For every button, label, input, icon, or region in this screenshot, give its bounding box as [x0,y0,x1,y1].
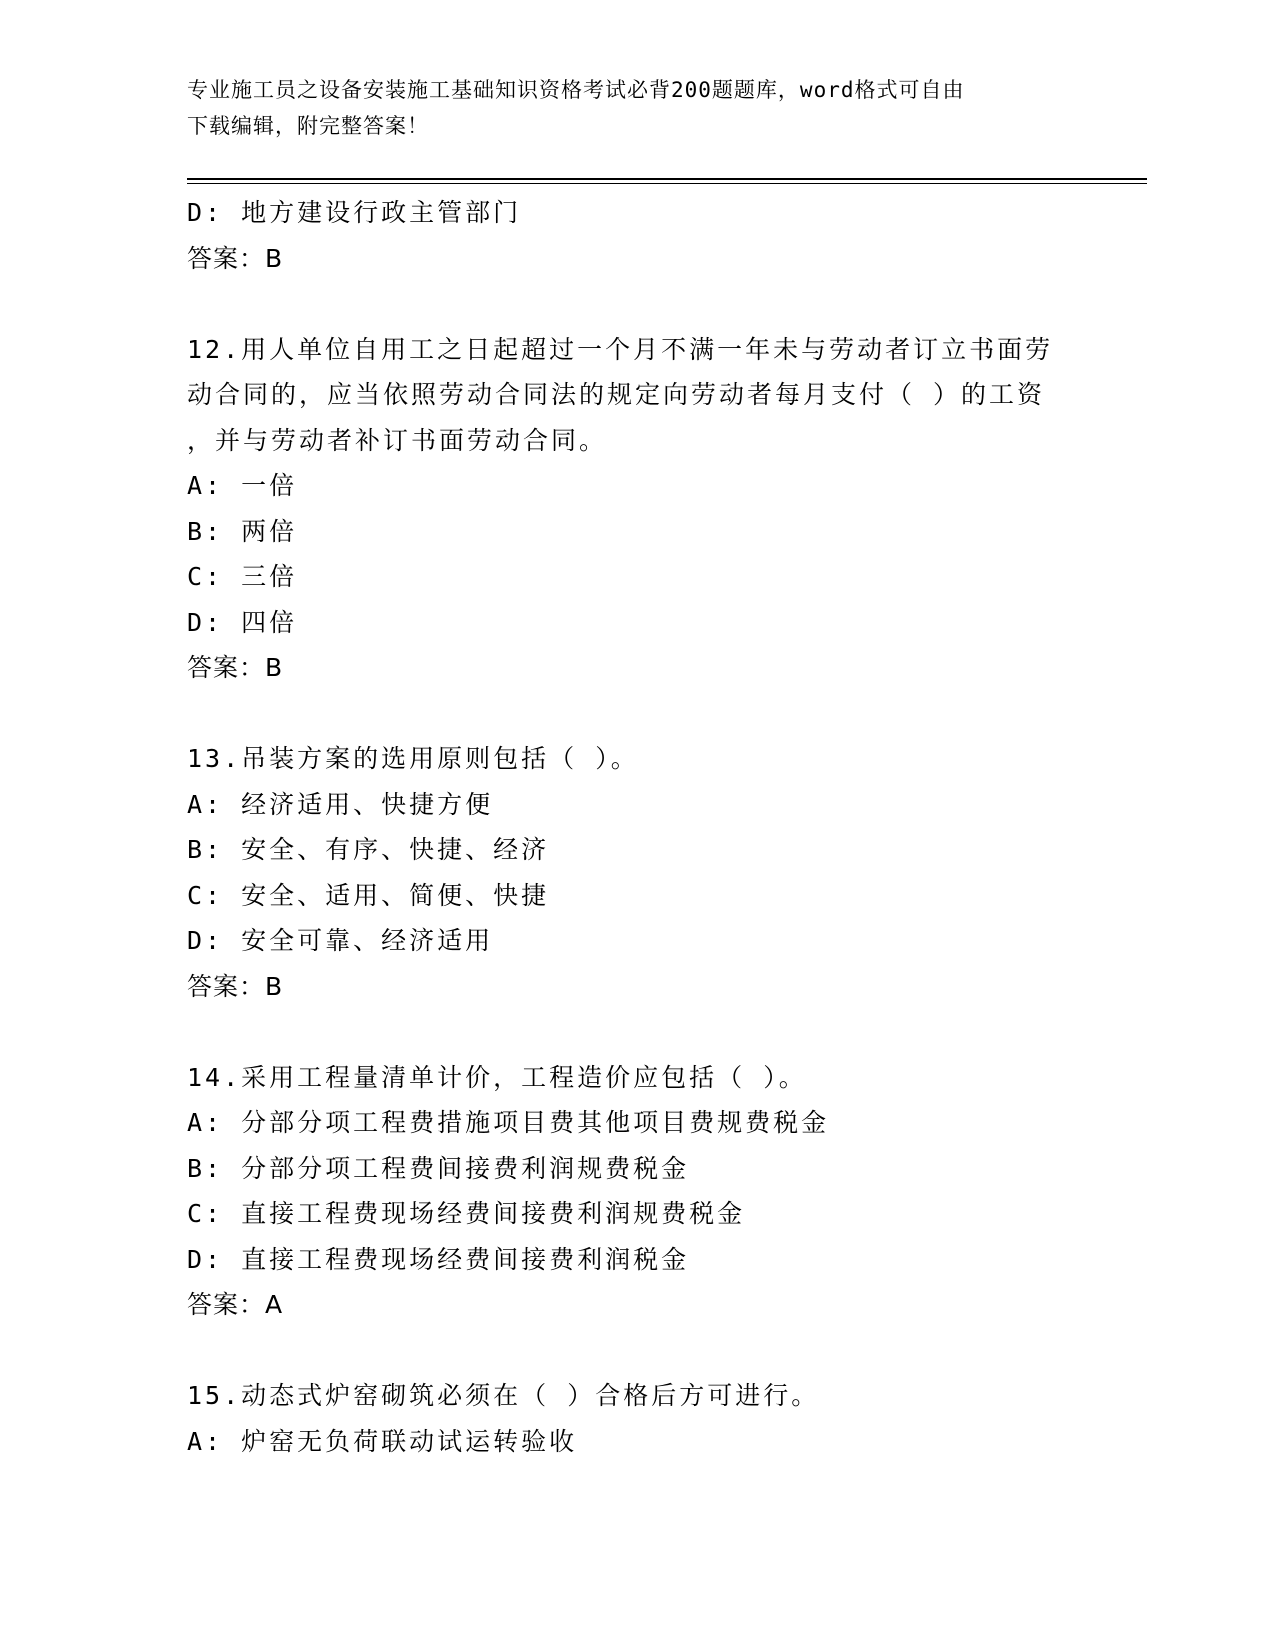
answer-line: 答案：B [187,971,284,1001]
option-a: A: 一倍 [187,471,298,500]
question-stem-line-1: 14.采用工程量清单计价，工程造价应包括（ ）。 [187,1062,807,1092]
option-b: B: 分部分项工程费间接费利润规费税金 [187,1153,690,1183]
question-stem-line-1: 13.吊装方案的选用原则包括（ ）。 [187,744,639,773]
answer-line: 答案：B [187,243,284,273]
question-14 [187,1055,1087,1328]
answer-line: 答案：B [187,653,284,682]
header-title-line-1: 专业施工员之设备安装施工基础知识资格考试必背200题题库，word格式可自由 [187,78,965,102]
question-stem-line-1: 12.用人单位自用工之日起超过一个月不满一年未与劳动者订立书面劳 [187,334,1054,364]
spacer [187,281,1087,327]
question-15 [187,1373,1087,1464]
question-12 [187,327,1087,691]
question-stem-line-2: 动合同的，应当依照劳动合同法的规定向劳动者每月支付（ ）的工资 [187,380,1046,409]
option-b: B: 安全、有序、快捷、经济 [187,835,550,864]
header-title-line-2: 下载编辑，附完整答案！ [187,114,429,138]
question-13 [187,736,1087,1009]
option-a: A: 经济适用、快捷方便 [187,789,494,819]
option-a: A: 炉窑无负荷联动试运转验收 [187,1426,578,1456]
answer-line: 答案：A [187,1290,284,1319]
spacer [187,1328,1087,1374]
option-d: D: 安全可靠、经济适用 [187,926,494,955]
option-b: B: 两倍 [187,516,298,546]
question-11-tail [187,190,1087,281]
option-a: A: 分部分项工程费措施项目费其他项目费规费税金 [187,1108,830,1137]
question-list [187,190,1087,1464]
option-d: D: 地方建设行政主管部门 [187,198,522,227]
spacer [187,1009,1087,1055]
document-header [187,72,1087,144]
question-stem-line-3: ，并与劳动者补订书面劳动合同。 [187,425,608,455]
question-stem-line-1: 15.动态式炉窑砌筑必须在（ ）合格后方可进行。 [187,1381,820,1410]
option-c: C: 安全、适用、简便、快捷 [187,880,550,910]
header-rule-thin [187,183,1147,184]
option-c: C: 直接工程费现场经费间接费利润规费税金 [187,1199,746,1228]
spacer [187,691,1087,737]
option-c: C: 三倍 [187,562,298,591]
option-d: D: 四倍 [187,607,298,637]
option-d: D: 直接工程费现场经费间接费利润税金 [187,1244,690,1274]
header-rule-thick [187,178,1147,180]
